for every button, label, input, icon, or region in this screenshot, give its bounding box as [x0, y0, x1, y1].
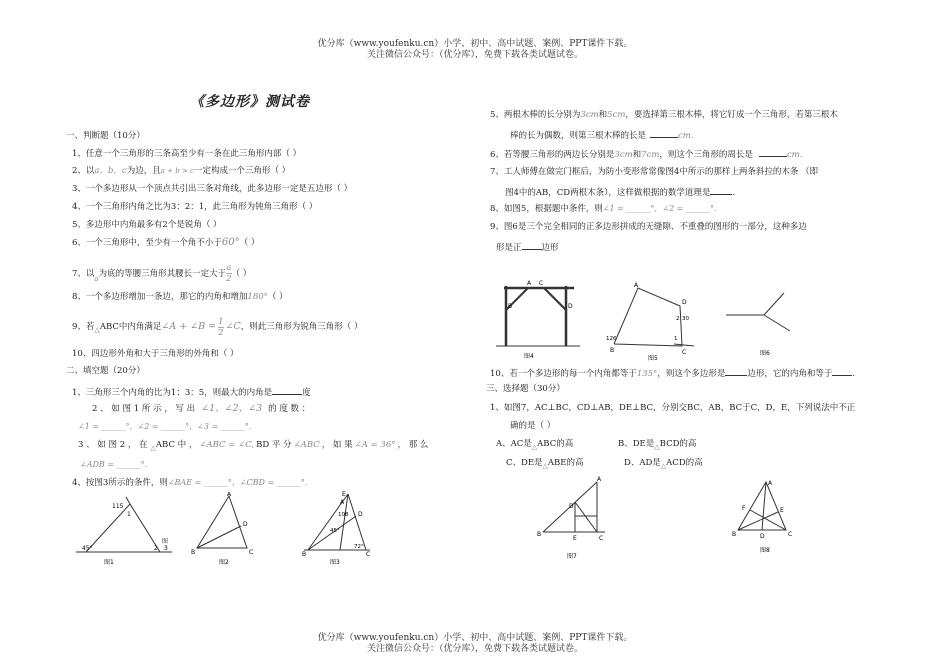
judge-q5: 5、多边形中内角最多有2个是锐角（ ） [72, 220, 222, 230]
choice-option-b: B、DE是$_\triangle$BCD的高 [618, 439, 697, 451]
header-top [0, 39, 950, 61]
header-line-2: 关注微信公众号：（优分库），免费下载各类试题试卷。 [366, 50, 583, 60]
fig4-label-b: B [508, 303, 513, 310]
judge-q3: 3、一个多边形从一个顶点共引出三条对角线，此多边形一定是五边形（ ） [72, 184, 353, 194]
fig4-caption: 图4 [524, 353, 534, 360]
figure-7 [535, 474, 615, 564]
fig6-caption: 图6 [760, 350, 770, 357]
choice-option-a: A、AC是$_\triangle$ABC的高 [496, 439, 574, 451]
fig7-label-a: A [597, 476, 602, 483]
judge-q2: 2、以a，b，c为边，且a + b > c一定构成一个三角形（ ） [72, 166, 291, 176]
fig4-brace-cd [544, 288, 566, 310]
fig3-label-c: C [366, 551, 371, 558]
fig2-label-d: D [243, 521, 248, 528]
fig1-angle-45: 45° [82, 545, 93, 552]
fig3-angle-45: 45° [330, 528, 340, 534]
fig3-label-a: A [340, 499, 345, 506]
fig1-extension [126, 497, 130, 504]
choice-q1-cont: 确的是（ ） [510, 421, 556, 431]
fig8-label-c: C [788, 531, 793, 538]
judge-q9: 9、若$_\triangle$ABC中内角满足∠A + ∠B = $\frac{1}{2}$ ∠C，则此三角形为锐角三角形（ ） [72, 317, 363, 338]
fig1-label-2: 2 [154, 545, 158, 552]
fig3-label-e: E [342, 491, 346, 498]
fill-q9: 9、图6是三个完全相同的正多边形拼成的无缝隙、不重叠的图形的一部分，这种多边 [490, 222, 807, 232]
judge-q4: 4、一个三角形内角之比为3：2：1，此三角形为钝角三角形（ ） [72, 202, 318, 212]
fill-q2-answers: ∠1 = ______°，∠2 = ______°，∠3 = ______°. [78, 422, 252, 431]
figure-8 [730, 478, 800, 558]
fig2-label-b: B [191, 549, 196, 556]
fig7-caption: 图7 [567, 553, 577, 560]
fig5-angle-30: 30 [682, 316, 689, 322]
fig2-caption: 图2 [219, 559, 229, 566]
fig5-angle-1: 1 [674, 336, 678, 342]
fig5-label-b: B [610, 347, 615, 354]
fig3-caption: 图3 [330, 559, 340, 566]
fig1-side-mark: 图 [162, 538, 169, 545]
fig8-label-e: E [780, 507, 784, 514]
judge-q6: 6、一个三角形中，至少有一个角不小于60°（ ） [72, 237, 260, 248]
fill-q5-cont: 棒的长为偶数，则第三根木棒的长是 cm. [510, 128, 694, 142]
fig3-angle-72: 72° [354, 544, 364, 550]
fig5-label-c: C [682, 349, 687, 356]
fill-q2: 2 、 如 图 1 所 示 ， 写 出 ∠1、∠2、∠3 的 度 数 ： [92, 403, 311, 414]
fill-q4: 4、按图3所示的条件，则∠BAE = ______°，∠CBD = ______°. [72, 478, 308, 488]
fig5-angle-126: 126 [606, 336, 617, 342]
fig3-angle-108: 108 [338, 512, 349, 518]
fig7-label-b: B [537, 531, 542, 538]
fig4-label-a: A [527, 280, 532, 287]
choice-option-d: D、AD是$_\triangle$ACD的高 [624, 458, 703, 470]
fraction-a-over-2: $\frac{a}{2}$ [226, 263, 232, 284]
footer-line-2: 关注微信公众号：（优分库），免费下载各类试题试卷。 [366, 644, 583, 654]
fill-q1: 1、三角形三个内角的比为1：3：5，则最大的内角是 度 [72, 385, 311, 399]
fraction-one-half: $\frac{1}{2}$ [218, 317, 224, 338]
fig4-label-d: D [568, 303, 573, 310]
fig5-angle-2: 2 [676, 316, 680, 322]
fill-q10: 10、若一个多边形的每一个内角都等于135°，则这个多边形是 边形，它的内角和等于 . [490, 366, 855, 380]
fig5-label-a: A [634, 282, 639, 289]
fig6-edge-up [764, 293, 784, 315]
fig1-caption: 图1 [104, 559, 114, 566]
section-judge-heading: 一、判断题（10分） [66, 131, 145, 141]
fig7-label-d: D [569, 503, 574, 510]
section-choice-heading: 三、选择题（30分） [486, 384, 565, 394]
fill-q5: 5、两根木棒的长分别为3cm和5cm，要选择第三根木棒，将它钉成一个三角形，若第三根木 [490, 110, 838, 120]
fig4-label-c: C [539, 280, 544, 287]
fig3-label-b: B [302, 551, 307, 558]
fig1-angle-115: 115 [112, 503, 124, 510]
fig8-label-d: D [760, 533, 765, 540]
fig6-edge-down [764, 315, 790, 331]
fig5-caption: 图5 [648, 355, 658, 362]
figure-1 [72, 494, 177, 568]
fig5-quadrilateral [614, 288, 682, 346]
fig1-label-1: 1 [127, 511, 131, 518]
fig2-label-c: C [249, 549, 254, 556]
footer-line-1: 优分库（www.youfenku.cn）小学、初中、高中试题、案例、PPT课件下载。 [317, 633, 633, 643]
fig7-label-c: C [599, 535, 604, 542]
section-fill-heading: 二、填空题（20分） [66, 366, 145, 376]
fill-q7: 7、工人师傅在做完门框后，为防小变形常常像图4中所示的那样上两条斜拉的木条 （即 [490, 167, 819, 177]
fig8-label-f: F [742, 505, 746, 512]
fig8-line-ad [762, 482, 766, 530]
figure-2 [185, 492, 265, 566]
judge-q10: 10、四边形外角和大于三角形的外角和（ ） [72, 349, 239, 359]
fill-q7-cont: 图4中的AB，CD两根木条），这样做根据的数学道理是 . [505, 185, 735, 199]
fig2-triangle [197, 496, 247, 548]
judge-q8: 8、一个多边形增加一条边，那它的内角和增加180°（ ） [72, 292, 288, 302]
page-title: 《多边形》测试卷 [190, 94, 310, 110]
fig3-label-d: D [358, 511, 363, 518]
fig3-right-line [348, 494, 366, 550]
judge-q7: 7、以$_a$为底的等腰三角形其腰长一定大于 $\frac{a}{2}$ （ ） [72, 263, 252, 284]
header-line-1: 优分库（www.youfenku.cn）小学、初中、高中试题、案例、PPT课件下载。 [317, 39, 633, 49]
choice-q1: 1、如图7，AC⊥BC，CD⊥AB，DE⊥BC，分别交BC，AB，BC于C，D，E，下列说法中不正 [490, 403, 856, 413]
fig5-label-d: D [682, 299, 687, 306]
figure-6 [724, 285, 804, 363]
choice-option-c: C、DE是$_\triangle$ABE的高 [506, 458, 584, 470]
fig8-label-a: A [768, 480, 773, 487]
fig2-label-a: A [227, 492, 232, 498]
fig7-label-e: E [573, 535, 577, 542]
fill-q6: 6、若等腰三角形的两边长分别是3cm和7cm，则这个三角形的周长是 cm. [490, 147, 802, 161]
footer [0, 633, 950, 655]
fig7-cd [575, 502, 597, 532]
fig8-caption: 图8 [760, 547, 770, 554]
figure-3 [300, 488, 375, 568]
fill-q3-answer: ∠ADB = ______°. [80, 460, 148, 469]
figure-4 [494, 278, 584, 362]
fill-q8: 8、如图5，根据题中条件，则∠1 = ______°，∠2 = ______°. [490, 204, 717, 214]
fill-q3: 3 、 如 图 2 ， 在 $_\triangle$ABC 中 ， ∠ABC = ∠C, BD 平 分 ∠ABC ， 如 果 ∠A = 36° ， 那 么 [78, 440, 429, 452]
fill-q9-cont: 形是正 边形 [496, 240, 559, 254]
fig1-label-3: 3 [164, 545, 168, 552]
fig8-label-b: B [732, 531, 737, 538]
figure-5 [604, 280, 700, 362]
judge-q1: 1、任意一个三角形的三条高至少有一条在此三角形内部（ ） [72, 149, 302, 159]
